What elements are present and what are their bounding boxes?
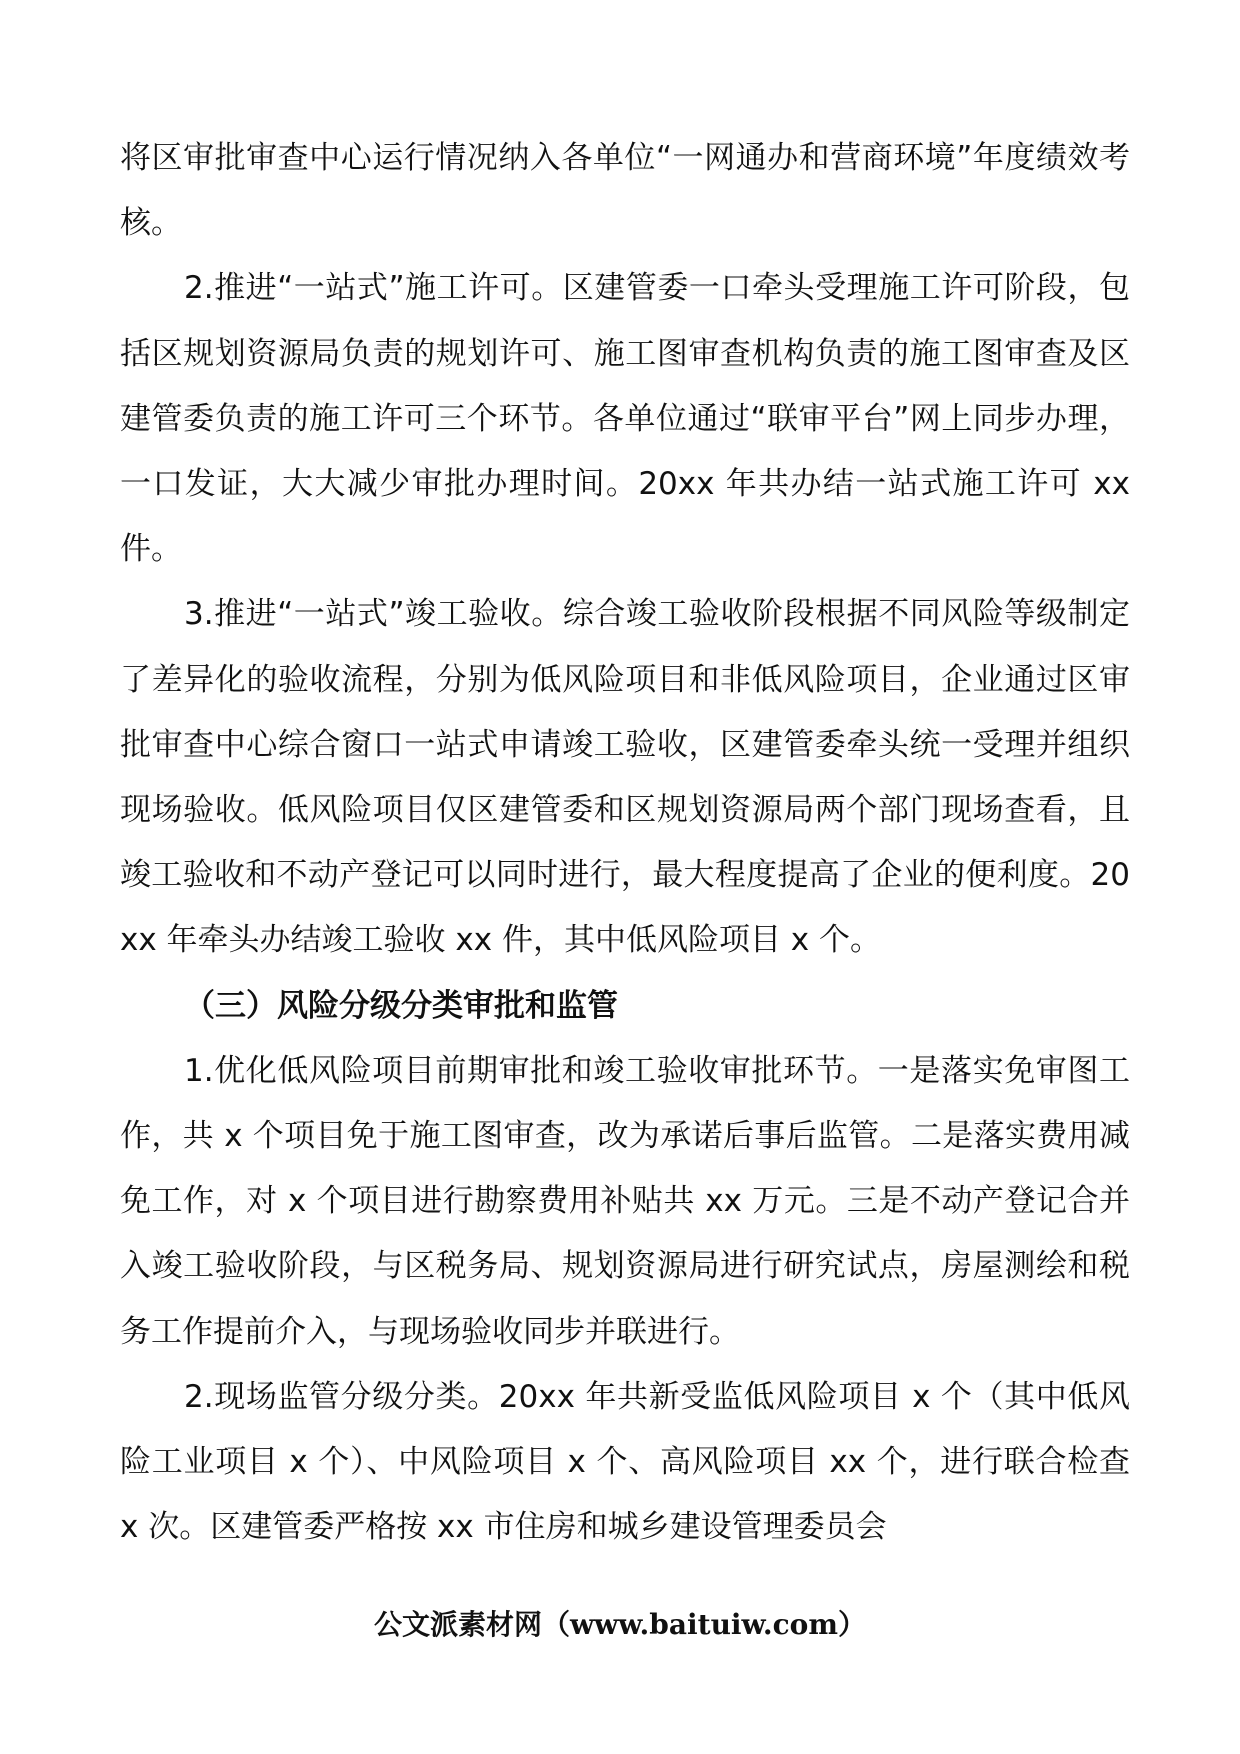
paragraph-continued: 将区审批审查中心运行情况纳入各单位“一网通办和营商环境”年度绩效考核。 — [120, 140, 1130, 242]
paragraph-site-supervision: 2.现场监管分级分类。20xx 年共新受监低风险项目 x 个（其中低风险工业项目 x 个）、中风险项目 x 个、高风险项目 xx 个，进行联合检查 x 次。区建管委严格按 xx 市住房和城乡建设管理委员会 — [120, 1378, 1130, 1546]
paragraph-one-stop-construction-permit: 2.推进“一站式”施工许可。区建管委一口牵头受理施工许可阶段，包括区规划资源局负责的规划许可、施工图审查机构负责的施工图审查及区建管委负责的施工许可三个环节。各单位通过“联审平台”网上同步办理，一口发证，大大减少审批办理时间。20xx 年共办结一站式施工许可 xx 件。 — [120, 270, 1130, 568]
paragraph-low-risk-optimization: 1.优化低风险项目前期审批和竣工验收审批环节。一是落实免审图工作，共 x 个项目免于施工图审查，改为承诺后事后监管。二是落实费用减免工作，对 x 个项目进行勘察费用补贴共 xx 万元。三是不动产登记合并入竣工验收阶段，与区税务局、规划资源局进行研究试点，房屋测绘和税务工作提前介入，与现场验收同步并联进行。 — [120, 1052, 1130, 1350]
page-footer-watermark: 公文派素材网（www.baituiw.com） — [374, 1608, 866, 1641]
section-heading-risk-classification: （三）风险分级分类审批和监管 — [184, 987, 618, 1024]
paragraph-one-stop-completion-acceptance: 3.推进“一站式”竣工验收。综合竣工验收阶段根据不同风险等级制定了差异化的验收流程，分别为低风险项目和非低风险项目，企业通过区审批审查中心综合窗口一站式申请竣工验收，区建管委牵头统一受理并组织现场验收。低风险项目仅区建管委和区规划资源局两个部门现场查看，且竣工验收和不动产登记可以同时进行，最大程度提高了企业的便利度。20xx 年牵头办结竣工验收 xx 件，其中低风险项目 x 个。 — [120, 596, 1130, 959]
document-body — [120, 126, 1130, 1560]
